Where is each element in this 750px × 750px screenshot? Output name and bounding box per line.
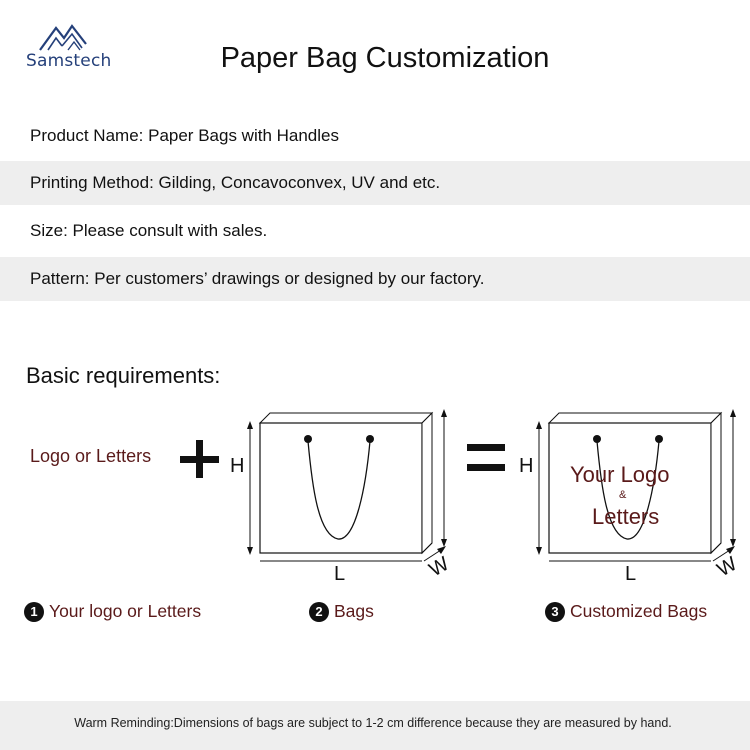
spec-text: Pattern: Per customers’ drawings or designed by our factory.: [30, 269, 485, 288]
spec-row-product-name: [0, 114, 750, 158]
spec-text: Printing Method: Gilding, Concavoconvex, UV and etc.: [30, 173, 441, 192]
width-label: W: [713, 552, 741, 582]
width-label: W: [425, 552, 453, 582]
length-label: L: [625, 563, 637, 585]
spec-text: Size: Please consult with sales.: [30, 221, 268, 240]
spec-row-pattern: [0, 257, 750, 301]
custom-ampersand: &: [619, 489, 627, 501]
caption-text: Bags: [334, 601, 374, 621]
step-number-badge: 2: [309, 602, 329, 622]
caption-logo: [24, 601, 201, 622]
custom-logo-text: Your Logo: [570, 462, 670, 487]
length-label: L: [334, 563, 346, 585]
height-label: H: [519, 455, 534, 477]
step-number-badge: 3: [545, 602, 565, 622]
brand-name: Samstech: [26, 51, 112, 71]
height-label: H: [230, 455, 245, 477]
footer-bar: [0, 701, 750, 750]
custom-letters-text: Letters: [592, 504, 660, 529]
caption-text: Customized Bags: [570, 601, 708, 621]
footer-reminder: Warm Reminding:Dimensions of bags are subject to 1-2 cm difference because they are measured by hand.: [74, 716, 672, 730]
logo-letters-label: Logo or Letters: [30, 446, 152, 466]
spec-row-size: [0, 209, 750, 253]
page-title: Paper Bag Customization: [220, 42, 550, 74]
caption-text: Your logo or Letters: [49, 601, 202, 621]
caption-bags: [309, 601, 374, 622]
spec-text: Product Name: Paper Bags with Handles: [30, 126, 339, 145]
caption-customized-bags: [545, 601, 707, 622]
bag-outline: [260, 413, 432, 553]
equals-icon: [467, 444, 507, 474]
plus-icon: [180, 440, 220, 480]
basic-requirements-heading: Basic requirements:: [26, 363, 221, 388]
spec-row-printing-method: [0, 161, 750, 205]
step-number-badge: 1: [24, 602, 44, 622]
